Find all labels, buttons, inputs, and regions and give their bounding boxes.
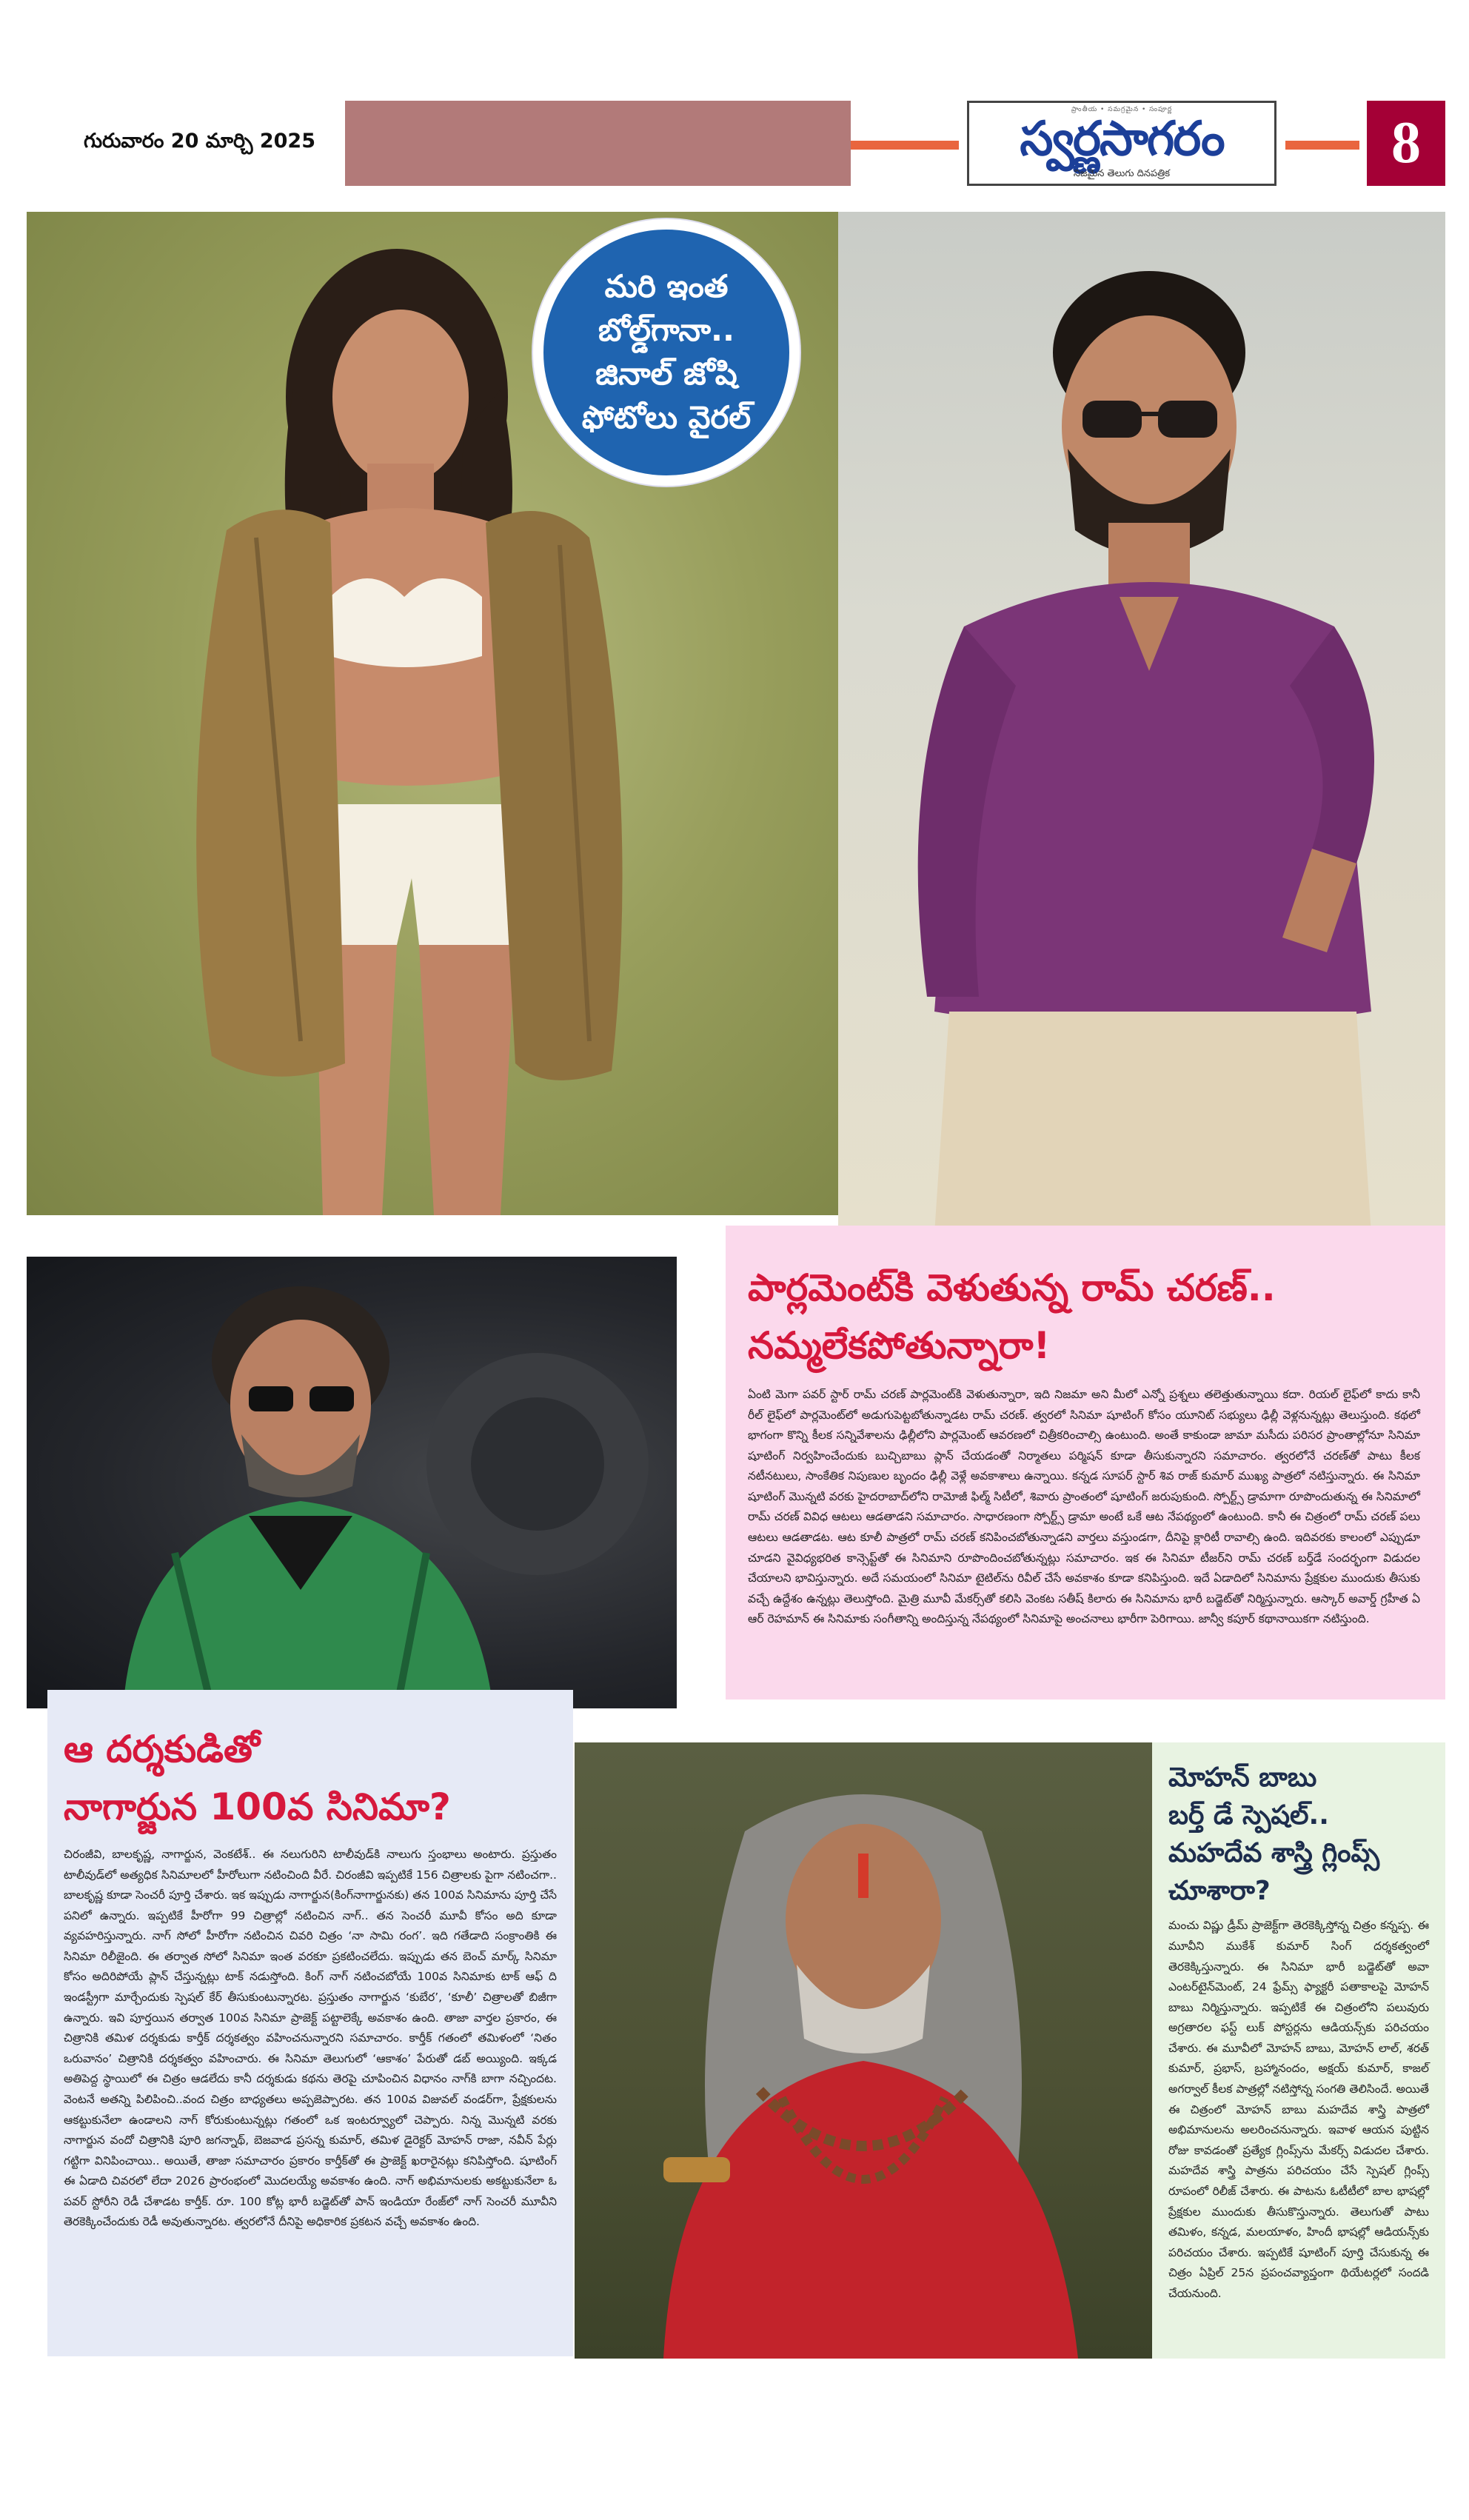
logo-title: స్వర్ణసాగరం	[1020, 112, 1224, 167]
logo-tagline-bottom: నిజమైన తెలుగు దినపత్రిక	[1073, 168, 1171, 179]
mohan-babu-illustration	[575, 1742, 1152, 2359]
mohan-babu-photo	[575, 1742, 1152, 2359]
header-rule-right	[1285, 141, 1359, 150]
article-ram-charan	[726, 1226, 1445, 1700]
article-body: ఏంటి మెగా పవర్ స్టార్ రామ్ చరణ్ పార్లమెంట్‌కి వెళుతున్నారా, ఇది నిజమా అని మీలో ఎన్నో ప్రశ్నలు తలెత్తుతున్నాయి కదా. రియల్ లైఫ్‌లో కాదు కానీ రీల్ లైఫ్‌లో పార్లమెంట్‌లో అడుగుపెట్టబోతున్నాడట రామ్ చరణ్. త్వరలో సినిమా షూటింగ్ కోసం యూనిట్ సభ్యులు ఢిల్లీ వెళ్లనున్నట్లు తెలుస్తుంది. కథలో భాగంగా కొన్ని కీలక సన్నివేశాలను ఢిల్లీలోని పార్లమెంట్ ఆవరణలో చిత్రీకరించాల్సి ఉంటుంది. అంతే కాకుండా జామా మసీదు పరిసర ప్రాంతాల్లోనూ సినిమా షూటింగ్ నిర్వహించేందుకు బుచ్చిబాబు ప్లాన్ చేయడంతో నిర్మాతలు పర్మిషన్ కూడా తీసుకున్నారని సమాచారం. త్వరలోనే చరణ్‌తో పాటు కీలక నటీనటులు, సాంకేతిక నిపుణుల బృందం ఢిల్లీ వెళ్లే అవకాశాలు ఉన్నాయి. కన్నడ సూపర్ స్టార్ శివ రాజ్ కుమార్ ముఖ్య పాత్రలో నటిస్తున్నారు. ఈ సినిమా షూటింగ్ మొన్నటి వరకు హైదరాబాద్‌లోని రామోజీ ఫిల్మ్ సిటీలో, శివారు ప్రాంతంలో షూటింగ్ జరుపుకుంది. స్పోర్ట్స్ డ్రామాగా రూపొందుతున్న ఈ సినిమాలో రామ్ చరణ్ వివిధ ఆటలు ఆడతాడని సమాచారం. సాధారణంగా స్పోర్ట్స్ డ్రామా అంటే ఒకే ఆట నేపథ్యంలో ఉంటుంది. కానీ ఈ చిత్రంలో రామ్ చరణ్ పలు ఆటలు ఆడతాడట. ఆట కూలీ పాత్రలో రామ్ చరణ్ కనిపించబోతున్నాడని వార్తలు వస్తుండగా, దీనిపై క్లారిటీ రావాల్సి ఉంది. ఇదివరకు కాలంలో ఎప్పుడూ చూడని వైవిధ్యభరిత కాన్సెప్ట్‌తో ఈ సినిమాని రూపొందించబోతున్నట్లు సమాచారం. ఇక ఈ సినిమా టీజర్‌ని రామ్ చరణ్ బర్త్‌డే సందర్భంగా విడుదల చేయాలని భావిస్తున్నారు. అదే సమయంలో సినిమా టైటిల్‌ను రివీల్ చేసే అవకాశం కూడా కనిపిస్తుంది. ఇదే ఏడాదిలో సినిమాను ప్రేక్షకుల ముందుకు తీసుకు వచ్చే ఉద్దేశం ఉన్నట్లు తెలుస్తోంది. మైత్రి మూవీ మేకర్స్‌తో కలిసి వెంకట సతీష్ కిలారు ఈ సినిమాను భారీ బడ్జెట్‌తో నిర్మిస్తున్నారు. ఆస్కార్ అవార్డ్ గ్రహీత ఏ ఆర్ రెహమాన్ ఈ సినిమాకు సంగీతాన్ని అందిస్తున్న నేపథ్యంలో సినిమాపై అంచనాలు భారీగా పెరిగాయి. జాన్వీ కపూర్ కథానాయికగా నటిస్తుంది.	[748, 1388, 1420, 1626]
ram-charan-illustration	[838, 212, 1445, 1234]
headline-circle	[533, 219, 800, 486]
article-body: చిరంజీవి, బాలకృష్ణ, నాగార్జున, వెంకటేశ్.. ఈ నలుగురిని టాలీవుడ్‌కి నాలుగు స్తంభాలు అంటారు. ప్రస్తుతం టాలీవుడ్‌లో అత్యధిక సినిమాలలో హీరోలుగా నటించింది వీరే. చిరంజీవి ఇప్పటికే 156 చిత్రాలకు పైగా నటించగా.. బాలకృష్ణ కూడా సెంచరీ పూర్తి చేశారు. ఇక ఇప్పుడు నాగార్జున(కింగ్‌నాగార్జునకు) తన 100వ సినిమాను పూర్తి చేసే పనిలో ఉన్నారు. ఇప్పటికే హీరోగా 99 చిత్రాల్లో నటించిన నాగ్.. తన సెంచరీ మూవీ కోసం అది కూడా వ్యవహరిస్తున్నారు. నాగ్ సోలో హీరోగా నటించిన చివరి చిత్రం ‘నా సామి రంగ’. ఇది గతేడాది సంక్రాంతికి ఈ సినిమా రిలీజైంది. ఈ తర్వాత సోలో సినిమా ఇంత వరకూ ప్రకటించలేదు. ఇప్పుడు తన బెంచ్ మార్క్ సినిమా కోసం అదిరిపోయే ప్లాన్ చేస్తున్నట్లు టాక్ నడుస్తోంది. కింగ్ నాగ్ నటించబోయే 100వ సినిమాకు టాక్ ఆఫ్ ది ఇండస్ట్రీగా మార్చేందుకు స్పెషల్ కేర్ తీసుకుంటున్నారట. ప్రస్తుతం నాగార్జున ‘కుబేర’, ‘కూలీ’ చిత్రాలతో బిజీగా ఉన్నారు. ఇవి పూర్తయిన తర్వాత 100వ సినిమా ప్రాజెక్ట్ పట్టాలెక్కే అవకాశం ఉంది. తాజా వార్తల ప్రకారం, ఈ చిత్రానికి తమిళ దర్శకుడు కార్తీక్ దర్శకత్వం వహించనున్నారని సమాచారం. కార్తీక్ గతంలో తమిళంలో ‘నితం ఒరువానం’ చిత్రానికి దర్శకత్వం వహించారు. ఈ సినిమా తెలుగులో ‘ఆకాశం’ పేరుతో డబ్ అయ్యింది. ఇక్కడ అతిపెద్ద స్థాయిలో ఈ చిత్రం ఆడలేదు కానీ దర్శకుడు కథను తెరపై చూపించిన విధానం నాగ్‌కి బాగా నచ్చిందట. వెంటనే అతన్ని పిలిపించి..వంద చిత్రం బాధ్యతలు అప్పజెప్పారట. తన 100వ విజువల్ వండర్‌గా, ప్రేక్షకులను ఆకట్టుకునేలా ఉండాలని నాగ్ కోరుకుంటున్నట్లు గతంలో ఒక ఇంటర్వ్యూలో చెప్పారు. నిన్న మొన్నటి వరకు నాగార్జున వందో చిత్రానికి పూరి జగన్నాథ్, బెజవాడ ప్రసన్న కుమార్, తమిళ డైరెక్టర్ మోహన్ రాజా, నవీన్ పేర్లు గట్టిగా వినిపించాయి.. అయితే, తాజా సమాచారం ప్రకారం కార్తీక్‌తో ఈ ప్రాజెక్ట్ ఖరారైనట్లు కనిపిస్తోంది. షూటింగ్ ఈ ఏడాది చివరలో లేదా 2026 ప్రారంభంలో మొదలయ్యే అవకాశం ఉంది. నాగ్ అభిమానులకు అకట్టుకునేలా ఓ పవర్ స్టోరీని రెడీ చేశాడట కార్తీక్. రూ. 100 కోట్ల భారీ బడ్జెట్‌తో పాన్ ఇండియా రేంజ్‌లో నాగ్ సెంచరీ మూవీని తెరకెక్కించేందుకు రెడీ అవుతున్నారట. త్వరలోనే దీనిపై అధికారిక ప్రకటన వచ్చే అవకాశం ఉంది.	[64, 1848, 557, 2229]
issue-date: గురువారం 20 మార్చి 2025	[27, 101, 345, 186]
circle-headline-text: మరి ఇంత బోల్డ్‌గానా.. జినాల్ జోషి ఫోటోలు వైరల్	[581, 268, 752, 435]
article-mohan-babu	[1152, 1742, 1445, 2359]
nagarjuna-illustration	[27, 1257, 677, 1708]
ram-charan-photo	[838, 212, 1445, 1234]
header-decor-block	[345, 101, 851, 186]
article-headline: పార్లమెంట్‌కి వెళుతున్న రామ్ చరణ్.. నమ్మలేకపోతున్నారా!	[748, 1266, 1276, 1367]
article-nagarjuna	[47, 1690, 573, 2356]
nagarjuna-photo	[27, 1257, 677, 1708]
article-body: మంచు విష్ణు డ్రీమ్ ప్రాజెక్ట్‌గా తెరకెక్కిస్తోన్న చిత్రం కన్నప్ప. ఈ మూవీని ముకేశ్ కుమార్ సింగ్ దర్శకత్వంలో తెరకెక్కిస్తున్నారు. ఈ సినిమా భారీ బడ్జెట్‌తో అవా ఎంటర్‌టైన్‌మెంట్, 24 ఫ్రేమ్స్ ఫ్యాక్టరీ పతాకాలపై మోహన్ బాబు నిర్మిస్తున్నారు. ఇప్పటికే ఈ చిత్రంలోని పలువురు అగ్రతారల ఫస్ట్ లుక్ పోస్టర్లను ఆడియన్స్‌కు పరిచయం చేశారు. ఈ మూవీలో మోహన్ బాబు, మోహన్ లాల్, శరత్ కుమార్, ప్రభాస్, బ్రహ్మానందం, అక్షయ్ కుమార్, కాజల్ అగర్వాల్ కీలక పాత్రల్లో నటిస్తోన్న సంగతి తెలిసిందే. అయితే ఈ చిత్రంలో మోహన్ బాబు మహదేవ శాస్త్రి పాత్రలో అభిమానులను అలరించనున్నారు. ఇవాళ ఆయన పుట్టిన రోజు కావడంతో ప్రత్యేక గ్లింప్స్‌ను మేకర్స్ విడుదల చేశారు. మహదేవ శాస్త్రి పాత్రను పరిచయం చేసే స్పెషల్ గ్లింప్స్ రూపంలో రిలీజ్ చేశారు. ఈ పాటను ఓటీటీలో బాల భాషల్లో ప్రేక్షకుల ముందుకు తీసుకొస్తున్నారు. తెలుగుతో పాటు తమిళం, కన్నడ, మలయాళం, హిందీ భాషల్లో ఆడియన్స్‌కు పరిచయం చేశారు. ఇప్పటికే షూటింగ్ పూర్తి చేసుకున్న ఈ చిత్రం ఏప్రిల్ 25న ప్రపంచవ్యాప్తంగా థియేటర్లలో సందడి చేయనుంది.	[1168, 1919, 1429, 2300]
newspaper-logo	[967, 101, 1276, 186]
article-headline: మోహన్ బాబు బర్త్ డే స్పెషల్.. మహదేవ శాస్త్రి గ్లింప్స్ చూశారా?	[1168, 1762, 1380, 1907]
logo-tagline-top: ప్రాంతీయ • సమగ్రమైన • సంపూర్ణ	[1071, 106, 1173, 113]
header-rule-left	[851, 141, 959, 150]
article-headline: ఆ దర్శకుడితో నాగార్జున 100వ సినిమా?	[64, 1728, 451, 1828]
page-number: 8	[1367, 101, 1445, 186]
